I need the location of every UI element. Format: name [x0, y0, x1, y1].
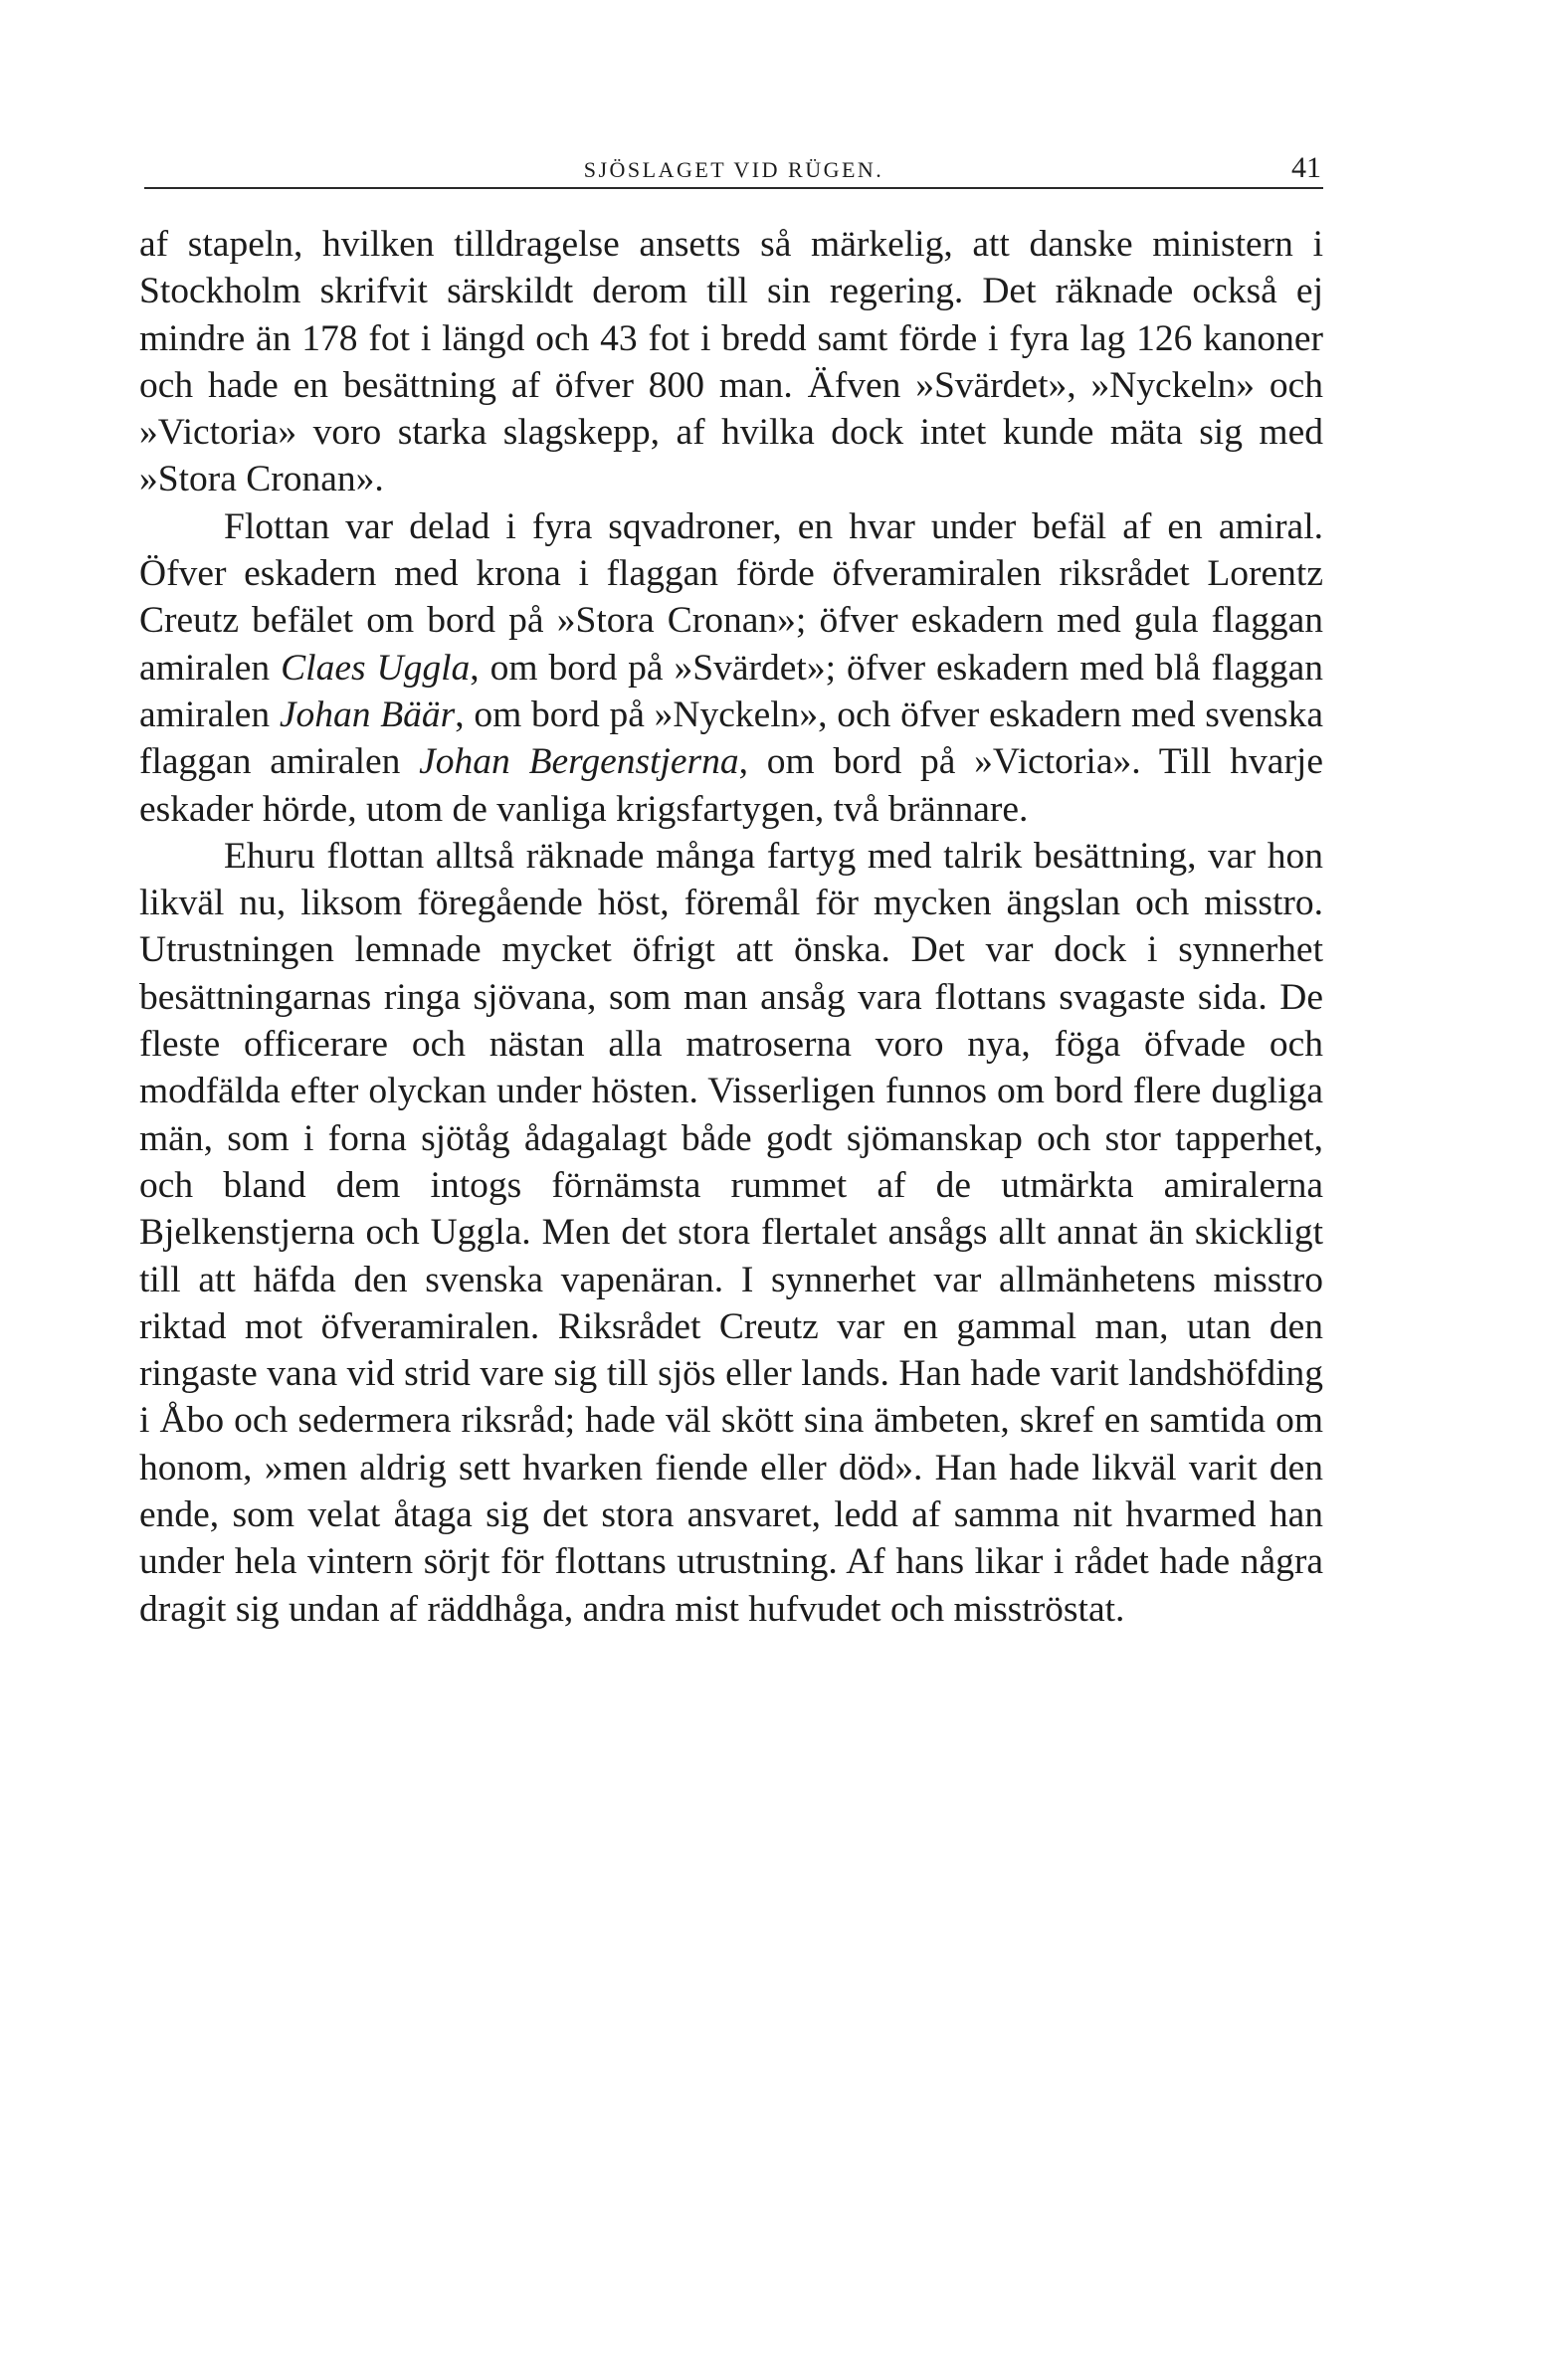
running-header: [144, 137, 1323, 189]
page-number: 41: [1291, 151, 1321, 184]
text-segment: , om bord på »Svärdet»; öfver eskadern med blå flaggan amiralen: [139, 647, 1323, 735]
admiral-name: Johan Bergenstjerna: [419, 741, 739, 783]
admiral-name: Johan Bäär: [279, 694, 456, 735]
running-title: SJÖSLAGET VID RÜGEN.: [583, 157, 884, 182]
text-segment: Flottan var delad i fyra sqvadroner, en hvar under befäl af en amiral. Öfver eskadern med krona i flaggan förde öfveramiralen riksrådet Lorentz Creutz befälet om bord på »Stora Cronan»; öfver eskadern med gula flaggan amiralen: [139, 505, 1323, 689]
paragraph-continued: [139, 221, 1323, 503]
text-segment: Ehuru flottan alltså räknade många fartyg med talrik besättning, var hon likväl nu, liksom föregående höst, föremål för mycken ängslan och misstro. Utrustningen lemnade mycket öfrigt att önska. Det var dock i synnerhet besättningarnas ringa sjövana, som man ansåg vara flottans svagaste sida. De fleste officerare och nästan alla matroserna voro nya, föga öfvade och modfälda efter olyckan under hösten. Visserligen funnos om bord flere dugliga män, som i forna sjötåg ådagalagt både godt sjömanskap och stor tapperhet, och bland dem intogs förnämsta rummet af de utmärkta amiralerna Bjelkenstjerna och Uggla. Men det stora flertalet ansågs allt annat än skickligt till att häfda den svenska vapenäran. I synnerhet var allmänhetens misstro riktad mot öfveramiralen. Riksrådet Creutz var en gammal man, utan den ringaste vana vid strid vare sig till sjös eller lands. Han hade varit landshöfding i Åbo och sedermera riksråd; hade väl skött sina ämbeten, skref en samtida om honom, »men aldrig sett hvarken fiende eller död». Han hade likväl varit den ende, som velat åtaga sig det stora ansvaret, ledd af samma nit hvarmed han under hela vintern sörjt för flottans utrustning. Af hans likar i rådet hade några dragit sig undan af räddhåga, andra mist hufvudet och misströstat.: [139, 835, 1323, 1630]
text-segment: , om bord på »Nyckeln», och öfver eskadern med svenska flaggan amiralen: [139, 694, 1323, 783]
paragraph-fleet-concerns: [139, 833, 1323, 1633]
paragraph-fleet-organization: [139, 503, 1323, 833]
admiral-name: Claes Uggla: [281, 647, 471, 689]
text-segment: , om bord på »Victoria». Till hvarje eskader hörde, utom de vanliga krigsfartygen, två brännare.: [139, 741, 1323, 830]
body-text: [139, 221, 1323, 1633]
text-segment: af stapeln, hvilken tilldragelse ansetts så märkelig, att danske ministern i Stockholm skrifvit särskildt derom till sin regering. Det räknade också ej mindre än 178 fot i längd och 43 fot i bredd samt förde i fyra lag 126 kanoner och hade en besättning af öfver 800 man. Äfven »Svärdet», »Nyckeln» och »Victoria» voro starka slagskepp, af hvilka dock intet kunde mäta sig med »Stora Cronan».: [139, 224, 1323, 500]
